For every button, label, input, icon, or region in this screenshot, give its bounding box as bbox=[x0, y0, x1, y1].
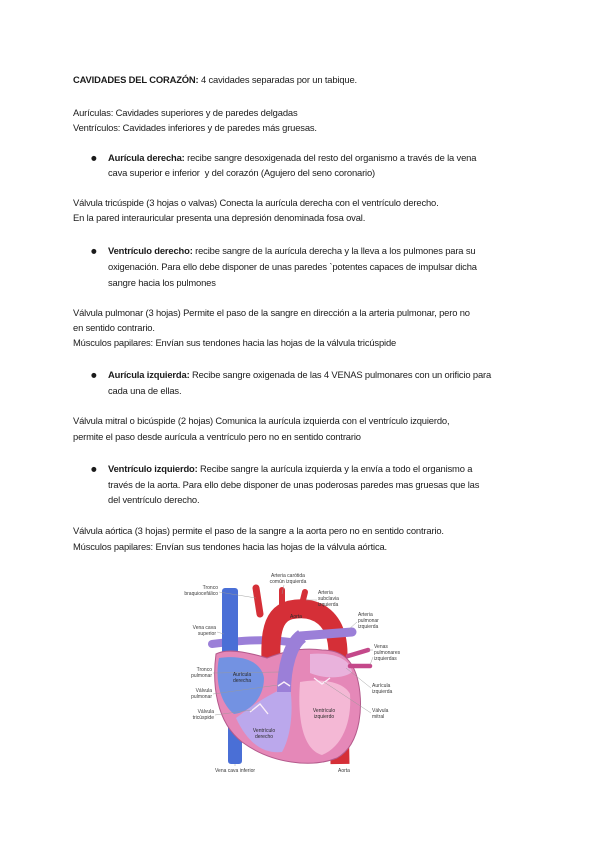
bullet-text: recibe sangre de la aurícula derecha y la lleva a los pulmones para su bbox=[192, 245, 476, 256]
label-right-ventricle: Ventrículo derecho bbox=[252, 728, 276, 740]
note-fosa-oval: En la pared interauricular presenta una depresión denominada fosa oval. bbox=[73, 212, 366, 223]
pulmonary-vein bbox=[348, 650, 368, 656]
definition-ventriculos: Ventrículos: Cavidades inferiores y de paredes más gruesas. bbox=[73, 122, 317, 133]
bullet-ventriculo-izquierdo bbox=[108, 463, 472, 475]
bullet-marker: ● bbox=[91, 154, 97, 162]
label-left-pulmonary-artery: Arteria pulmonar izquierda bbox=[358, 612, 379, 630]
bullet-text: Recibe sangre la aurícula izquierda y la envía a todo el organismo a bbox=[197, 463, 473, 474]
label-pulmonary-valve: Válvula pulmonar bbox=[191, 688, 212, 700]
label-pulmonary-veins: Venas pulmonares izquierdas bbox=[374, 644, 401, 662]
bullet-marker: ● bbox=[91, 247, 97, 255]
definition-auriculas: Aurículas: Cavidades superiores y de paredes delgadas bbox=[73, 107, 298, 118]
note-valvula-pulmonar-cont: en sentido contrario. bbox=[73, 322, 155, 333]
brachiocephalic-trunk bbox=[256, 588, 260, 614]
heading-text: 4 cavidades separadas por un tabique. bbox=[198, 74, 358, 85]
left-pulmonary-artery bbox=[300, 632, 352, 636]
bullet-text: oxigenación. Para ello debe disponer de unas paredes `potentes capaces de impulsar dicha bbox=[108, 261, 477, 272]
label-carotid: Arteria carótida común izquierda bbox=[269, 573, 307, 585]
bullet-label: Aurícula derecha: bbox=[108, 152, 185, 163]
label-left-atrium: Aurícula izquierda bbox=[372, 683, 393, 695]
label-aorta-descending: Aorta bbox=[338, 768, 350, 774]
bullet-auricula-derecha bbox=[108, 152, 476, 164]
note-musculos-papilares: Músculos papilares: Envían sus tendones hacia las hojas de la válvula aórtica. bbox=[73, 541, 388, 552]
bullet-label: Ventrículo derecho: bbox=[108, 245, 193, 256]
label-pulmonary-trunk: Tronco pulmonar bbox=[191, 667, 212, 679]
label-right-atrium: Aurícula derecha bbox=[232, 672, 252, 684]
heading-label: CAVIDADES DEL CORAZÓN: bbox=[73, 74, 199, 85]
note-valvula-mitral: Válvula mitral o bicúspide (2 hojas) Comunica la aurícula izquierda con el ventrículo izquierdo, bbox=[73, 415, 450, 426]
label-brachiocephalic: Tronco braquiocefálico bbox=[184, 585, 218, 597]
bullet-text: cava superior e inferior y del corazón (Agujero del seno coronario) bbox=[108, 167, 376, 178]
label-tricuspid-valve: Válvula tricúspide bbox=[192, 709, 214, 721]
page-heading bbox=[73, 74, 357, 86]
bullet-text: cada una de ellas. bbox=[108, 385, 182, 396]
superior-vena-cava bbox=[222, 588, 238, 660]
note-valvula-pulmonar: Válvula pulmonar (3 hojas) Permite el paso de la sangre en dirección a la arteria pulmonar, pero no bbox=[73, 307, 470, 318]
heart-diagram bbox=[172, 572, 428, 796]
bullet-ventriculo-derecho bbox=[108, 245, 475, 257]
bullet-text: Recibe sangre oxigenada de las 4 VENAS pulmonares con un orificio para bbox=[189, 369, 492, 380]
bullet-text: través de la aorta. Para ello debe disponer de unas poderosas paredes mas gruesas que las bbox=[108, 479, 480, 490]
label-mitral-valve: Válvula mitral bbox=[372, 708, 389, 720]
note-valvula-aortica: Válvula aórtica (3 hojas) permite el paso de la sangre a la aorta pero no en sentido contrario. bbox=[73, 525, 444, 536]
note-valvula-tricuspide: Válvula tricúspide (3 hojas o valvas) Conecta la aurícula derecha con el ventrículo derecho. bbox=[73, 197, 439, 208]
note-musculos-papilares: Músculos papilares: Envían sus tendones hacia las hojas de la válvula tricúspide bbox=[73, 337, 397, 348]
bullet-text: sangre hacia los pulmones bbox=[108, 277, 216, 288]
label-subclavian: Arteria subclavia izquierda bbox=[318, 590, 339, 608]
label-inferior-vena-cava: Vena cava inferior bbox=[214, 768, 256, 774]
bullet-text: recibe sangre desoxigenada del resto del organismo a través de la vena bbox=[184, 152, 477, 163]
bullet-marker: ● bbox=[91, 465, 97, 473]
bullet-text: del ventrículo derecho. bbox=[108, 494, 200, 505]
label-aorta-arch: Aorta bbox=[290, 614, 302, 620]
bullet-marker: ● bbox=[91, 371, 97, 379]
bullet-label: Ventrículo izquierdo: bbox=[108, 463, 198, 474]
label-superior-vena-cava: Vena cava superior bbox=[192, 625, 216, 637]
bullet-label: Aurícula izquierda: bbox=[108, 369, 190, 380]
label-left-ventricle: Ventrículo izquierdo bbox=[312, 708, 336, 720]
bullet-auricula-izquierda bbox=[108, 369, 491, 381]
note-valvula-mitral-cont: permite el paso desde aurícula a ventrículo pero no en sentido contrario bbox=[73, 431, 361, 442]
